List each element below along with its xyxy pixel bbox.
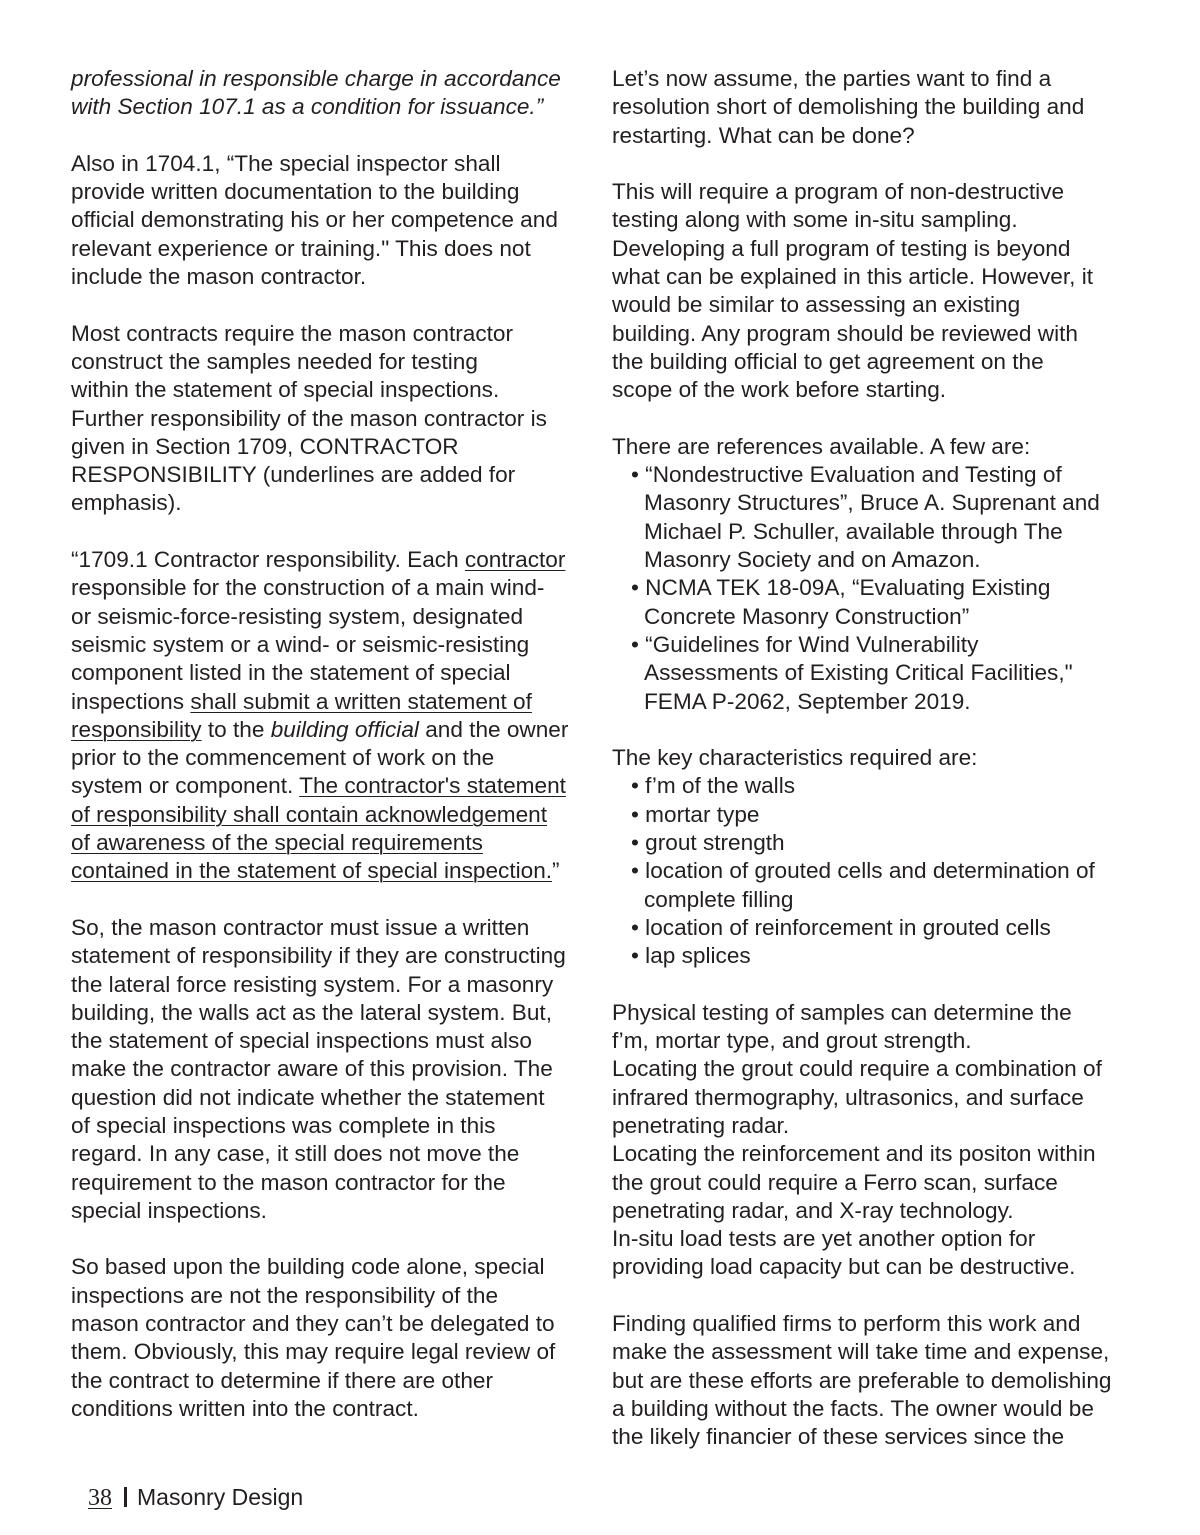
paragraph-building-code <box>71 1253 601 1423</box>
text-line: within the statement of special inspections. <box>71 377 500 403</box>
text-line: This will require a program of non-destructive <box>612 179 1065 205</box>
text-line: “1709.1 Contractor responsibility. Each contractor <box>71 547 566 573</box>
text-line: professional in responsible charge in accordance <box>71 66 561 91</box>
page-footer <box>88 1483 303 1512</box>
text-line: given in Section 1709, CONTRACTOR <box>71 433 459 459</box>
text-line: emphasis). <box>71 490 182 516</box>
text-line: of special inspections was complete in this <box>71 1112 496 1138</box>
paragraph-mason-contractor <box>71 914 601 1225</box>
text-line: or seismic-force-resisting system, designated <box>71 603 524 629</box>
left-column <box>71 65 601 1423</box>
list-item: • f’m of the walls <box>631 773 796 799</box>
text-line: mason contractor and they can’t be delegated to <box>71 1311 555 1337</box>
list-item: • NCMA TEK 18-09A, “Evaluating Existing Concrete Masonry Construction” <box>631 575 1051 629</box>
characteristics-intro: The key characteristics required are: <box>612 745 978 771</box>
text-line: make the contractor aware of this provision. The <box>71 1056 553 1082</box>
text-line: conditions written into the contract. <box>71 1395 419 1421</box>
text-line: penetrating radar, and X-ray technology. <box>612 1197 1014 1223</box>
text-line: Locating the reinforcement and its positon within <box>612 1141 1096 1167</box>
text-line: official demonstrating his or her competence and <box>71 207 558 233</box>
text-line: building, the walls act as the lateral system. But, <box>71 999 552 1025</box>
text-line: the building official to get agreement on the <box>612 348 1044 374</box>
text-line: make the assessment will take time and expense, <box>612 1339 1110 1365</box>
references-intro: There are references available. A few are: <box>612 433 1031 459</box>
list-item: • location of reinforcement in grouted cells <box>631 914 1051 940</box>
list-item: • mortar type <box>631 801 760 827</box>
text-line: with Section 107.1 as a condition for issuance.” <box>71 94 544 120</box>
text-line: testing along with some in-situ sampling. <box>612 207 1018 233</box>
text-line: resolution short of demolishing the building and <box>612 94 1085 120</box>
text-line: the contract to determine if there are other <box>71 1367 493 1393</box>
text-line: providing load capacity but can be destructive. <box>612 1254 1076 1280</box>
text-line: the lateral force resisting system. For a masonry <box>71 971 554 997</box>
text-line: them. Obviously, this may require legal review of <box>71 1339 556 1365</box>
text-line: Let’s now assume, the parties want to find a <box>612 66 1052 91</box>
references-list <box>612 461 1152 716</box>
page-number: 38 <box>88 1485 112 1511</box>
characteristics-list <box>612 772 1152 970</box>
text-line: seismic system or a wind- or seismic-resisting <box>71 631 530 657</box>
text-line: building. Any program should be reviewed with <box>612 320 1078 346</box>
text-line: inspections shall submit a written statement of <box>71 688 532 714</box>
text-line: scope of the work before starting. <box>612 377 947 403</box>
text-line: So based upon the building code alone, special <box>71 1254 545 1280</box>
text-line: regard. In any case, it still does not move the <box>71 1141 520 1167</box>
text-line: of responsibility shall contain acknowledgement <box>71 801 547 827</box>
text-line: the statement of special inspections must also <box>71 1028 532 1054</box>
paragraph-contracts <box>71 320 601 518</box>
text-line: responsibility to the building official and the owner <box>71 716 569 742</box>
right-column <box>612 65 1152 1452</box>
text-line: penetrating radar. <box>612 1112 790 1138</box>
footer-separator <box>124 1487 127 1507</box>
text-line: infrared thermography, ultrasonics, and surface <box>612 1084 1084 1110</box>
text-line: but are these efforts are preferable to demolishing <box>612 1367 1112 1393</box>
text-line: In-situ load tests are yet another option for <box>612 1226 1036 1252</box>
text-line: special inspections. <box>71 1197 267 1223</box>
text-line: of awareness of the special requirements <box>71 830 483 856</box>
text-line: Also in 1704.1, “The special inspector shall <box>71 150 501 176</box>
text-line: RESPONSIBILITY (underlines are added for <box>71 462 516 488</box>
text-line: contained in the statement of special inspection.” <box>71 858 560 884</box>
paragraph-qualified-firms <box>612 1310 1152 1451</box>
text-line: the likely financier of these services since the <box>612 1424 1065 1450</box>
text-line: inspections are not the responsibility of the <box>71 1282 499 1308</box>
text-line: relevant experience or training." This does not <box>71 235 531 261</box>
text-line: include the mason contractor. <box>71 264 367 290</box>
text-line: So, the mason contractor must issue a written <box>71 914 530 940</box>
publication-name: Masonry Design <box>137 1484 304 1510</box>
paragraph-resolution <box>612 65 1152 150</box>
text-line: would be similar to assessing an existing <box>612 292 1021 318</box>
text-line: what can be explained in this article. However, it <box>612 264 1093 290</box>
text-line: system or component. The contractor's statement <box>71 773 566 799</box>
text-line: question did not indicate whether the statement <box>71 1084 545 1110</box>
text-line: Developing a full program of testing is beyond <box>612 235 1071 261</box>
text-line: f’m, mortar type, and grout strength. <box>612 1028 972 1054</box>
paragraph-continuation <box>71 65 601 122</box>
text-line: Further responsibility of the mason contractor is <box>71 405 547 431</box>
list-item: • lap splices <box>631 943 751 969</box>
list-item: • “Guidelines for Wind Vulnerability Assessments of Existing Critical Facilities," FEMA P-2062, September 2019. <box>631 631 1073 714</box>
paragraph-1704 <box>71 150 601 291</box>
text-line: prior to the commencement of work on the <box>71 745 495 771</box>
text-line: Locating the grout could require a combination of <box>612 1056 1102 1082</box>
list-item: • location of grouted cells and determination of complete filling <box>631 858 1095 912</box>
paragraph-physical-testing <box>612 999 1152 1282</box>
text-line: construct the samples needed for testing <box>71 348 478 374</box>
list-item: • grout strength <box>631 830 785 856</box>
quote-1709-1 <box>71 546 601 886</box>
text-line: Finding qualified firms to perform this work and <box>612 1311 1081 1337</box>
text-line: Physical testing of samples can determine the <box>612 999 1072 1025</box>
text-line: Most contracts require the mason contractor <box>71 320 514 346</box>
text-line: component listed in the statement of special <box>71 660 511 686</box>
list-item: • “Nondestructive Evaluation and Testing of Masonry Structures”, Bruce A. Suprenant and Michael P. Schuller, available through The Masonry Society and on Amazon. <box>631 462 1100 573</box>
paragraph-testing-program <box>612 178 1152 404</box>
text-line: statement of responsibility if they are constructing <box>71 943 566 969</box>
text-line: the grout could require a Ferro scan, surface <box>612 1169 1058 1195</box>
text-line: restarting. What can be done? <box>612 122 915 148</box>
text-line: a building without the facts. The owner would be <box>612 1395 1094 1421</box>
text-line: requirement to the mason contractor for the <box>71 1169 506 1195</box>
text-line: provide written documentation to the building <box>71 179 520 205</box>
text-line: responsible for the construction of a main wind- <box>71 575 545 601</box>
